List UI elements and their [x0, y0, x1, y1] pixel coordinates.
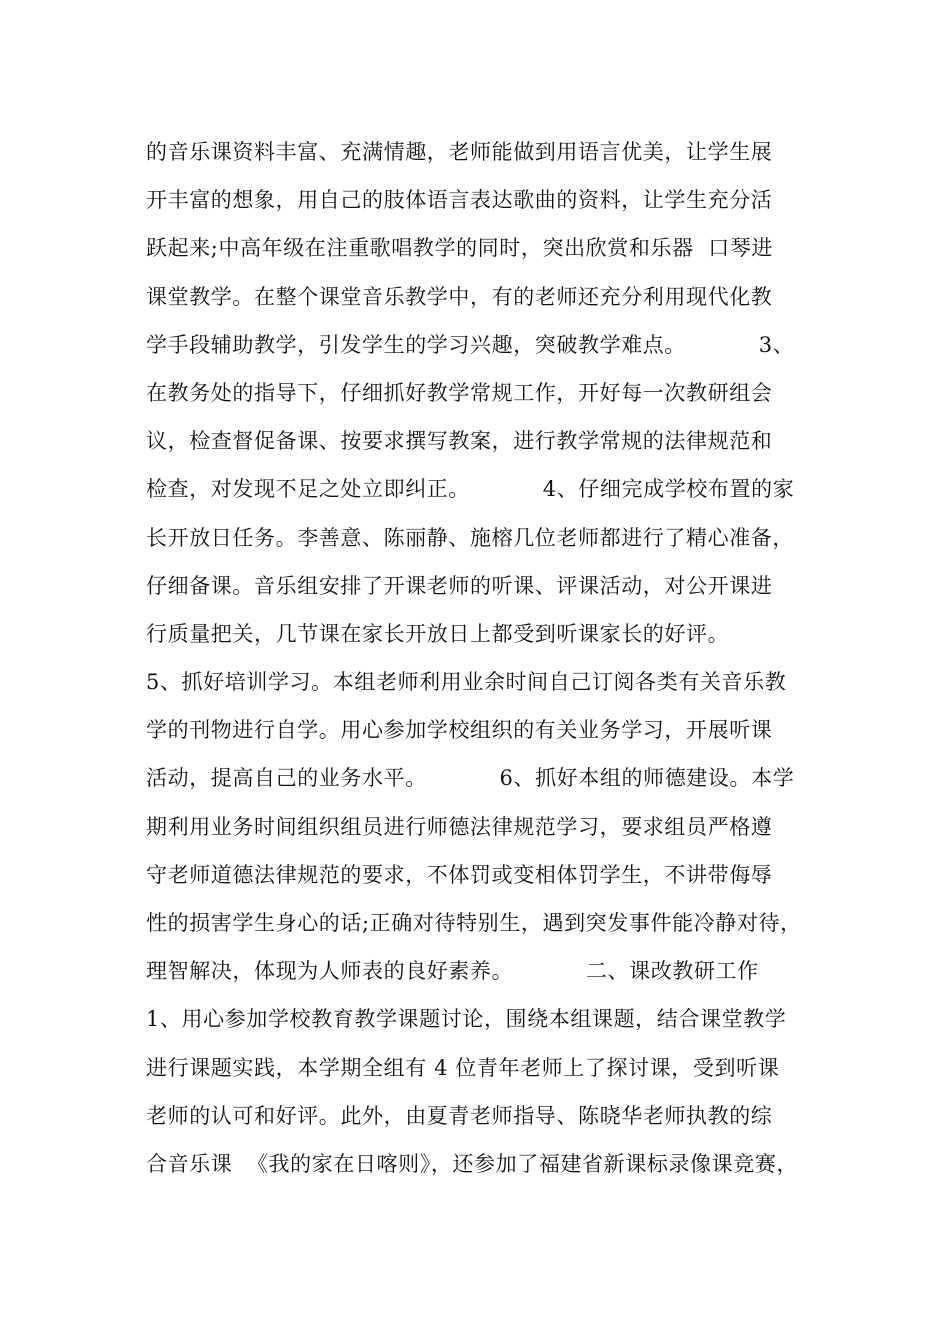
- text-line: 性的损害学生身心的话;正确对待特别生，遇到突发事件能冷静对待，: [146, 911, 802, 935]
- text-line: 仔细备课。音乐组安排了开课老师的听课、评课活动，对公开课进: [146, 573, 773, 598]
- text-line: 检查，对发现不足之处立即纠正。 4、仔细完成学校布置的家: [146, 477, 795, 502]
- text-line: 议，检查督促备课、按要求撰写教案，进行教学常规的法律规范和: [146, 429, 773, 454]
- text-line: 长开放日任务。李善意、陈丽静、施榕几位老师都进行了精心准备，: [146, 525, 794, 550]
- text-line: 进行课题实践，本学期全组有 4 位青年老师上了探讨课，受到听课: [146, 1055, 780, 1080]
- text-line: 课堂教学。在整个课堂音乐教学中，有的老师还充分利用现代化教: [146, 284, 773, 309]
- text-line: 理智解决，体现为人师表的良好素养。 二、课改教研工作: [146, 959, 759, 984]
- text-line: 5、抓好培训学习。本组老师利用业余时间自己订阅各类有关音乐教: [146, 670, 787, 695]
- text-line: 活动，提高自己的业务水平。 6、抓好本组的师德建设。本学: [146, 766, 795, 791]
- text-line: 守老师道德法律规范的要求，不体罚或变相体罚学生，不讲带侮辱: [146, 862, 773, 887]
- text-line: 学手段辅助教学，引发学生的学习兴趣，突破教学难点。 3、: [146, 332, 795, 357]
- text-line: 跃起来;中高年级在注重歌唱教学的同时，突出欣赏和乐器 口琴进: [146, 236, 774, 261]
- text-line: 在教务处的指导下，仔细抓好教学常规工作，开好每一次教研组会: [146, 380, 773, 405]
- text-line: 1、用心参加学校教育教学课题讨论，围绕本组课题，结合课堂教学: [146, 1007, 787, 1032]
- text-line: 老师的认可和好评。此外，由夏青老师指导、陈晓华老师执教的综: [146, 1103, 773, 1128]
- text-line: 期利用业务时间组织组员进行师德法律规范学习，要求组员严格遵: [146, 814, 773, 839]
- text-line: 的音乐课资料丰富、充满情趣，老师能做到用语言优美，让学生展: [146, 140, 773, 164]
- text-line: 学的刊物进行自学。用心参加学校组织的有关业务学习，开展听课: [146, 718, 773, 743]
- text-line: 合音乐课 《我的家在日喀则》，还参加了福建省新课标录像课竞赛，: [146, 1151, 799, 1176]
- body-text: [146, 132, 826, 1192]
- text-line: 开丰富的想象，用自己的肢体语言表达歌曲的资料，让学生充分活: [146, 188, 773, 213]
- text-line: 行质量把关，几节课在家长开放日上都受到听课家长的好评。: [146, 621, 730, 646]
